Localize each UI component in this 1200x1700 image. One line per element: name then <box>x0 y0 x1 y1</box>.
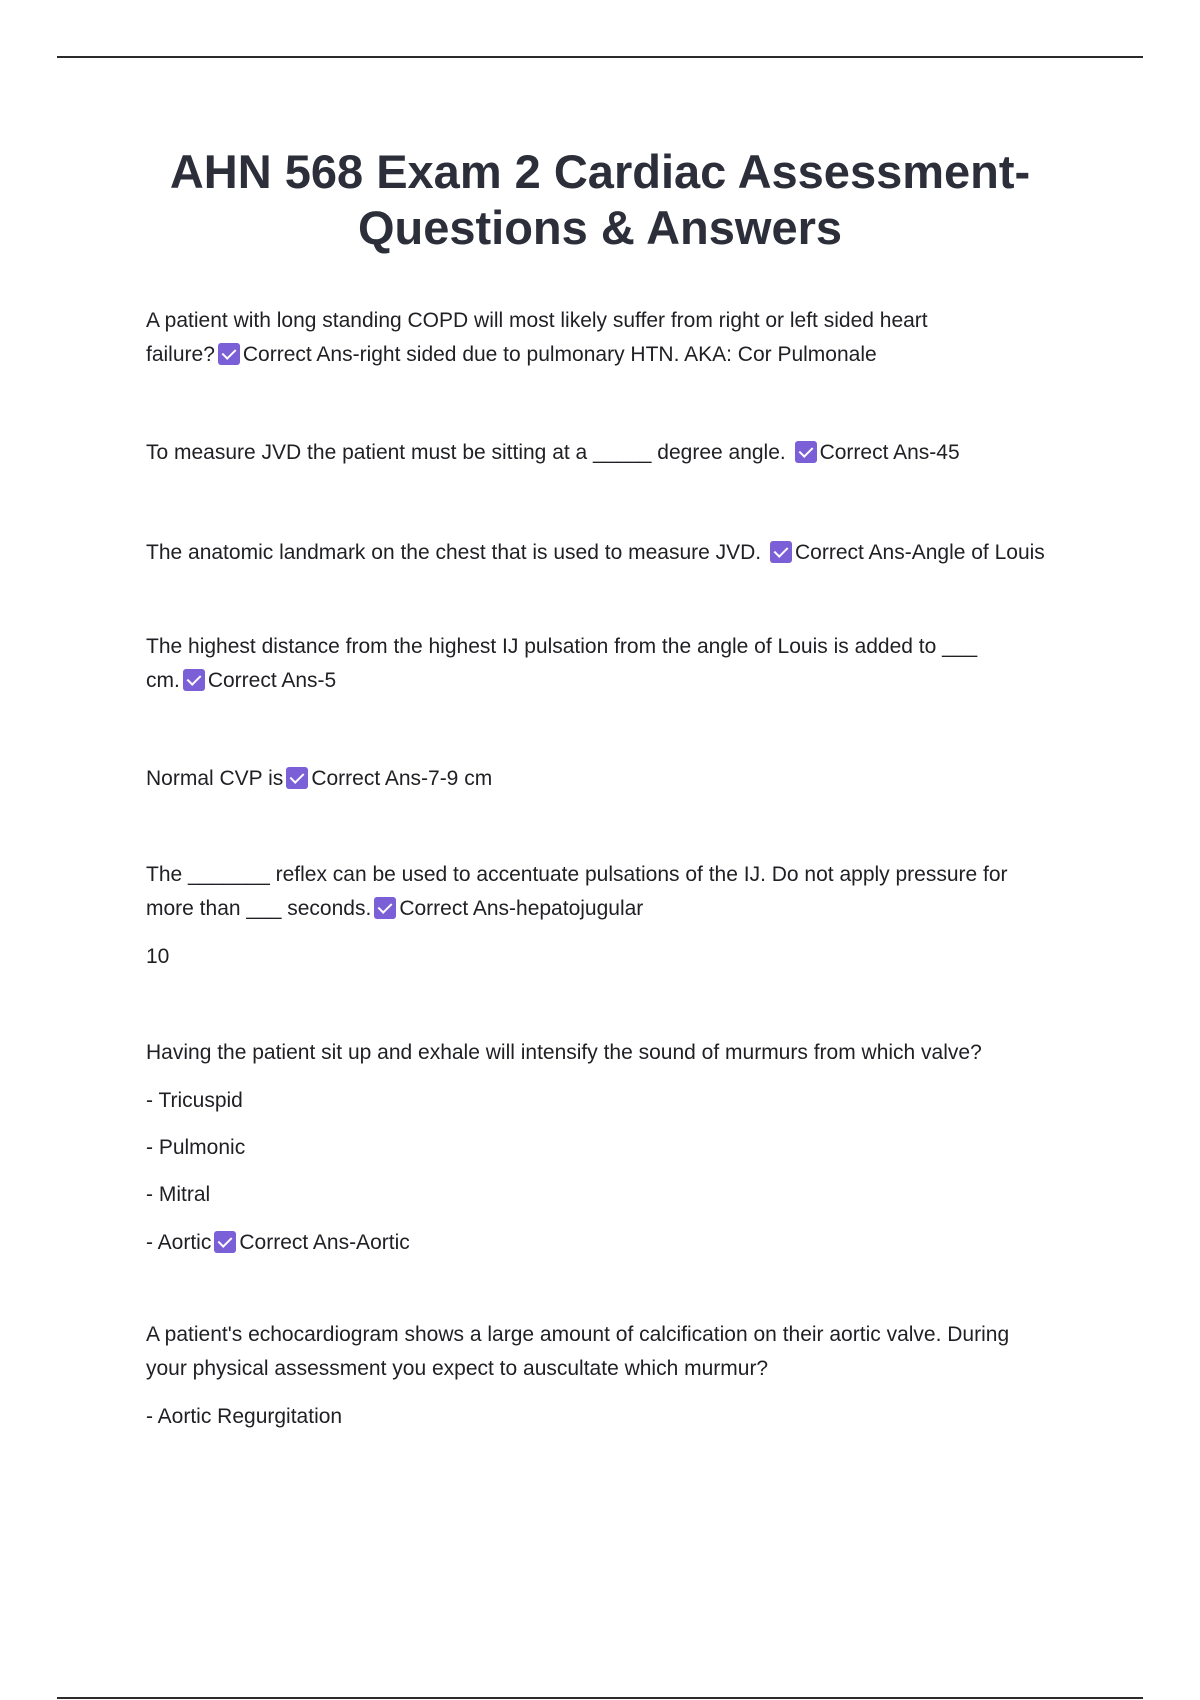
qa-item <box>146 762 1106 796</box>
answer-line <box>146 892 1106 926</box>
answer-line <box>146 664 1106 698</box>
question-text: The highest distance from the highest IJ pulsation from the angle of Louis is added to ___ <box>146 635 978 658</box>
question-text: A patient's echocardiogram shows a large amount of calcification on their aortic valve. During <box>146 1323 1010 1346</box>
question-text: failure? <box>146 343 215 366</box>
answer-text: Correct Ans-Angle of Louis <box>795 541 1045 564</box>
title-line-1: AHN 568 Exam 2 Cardiac Assessment- <box>169 145 1031 198</box>
qa-item <box>146 436 1106 470</box>
question-text: The anatomic landmark on the chest that is used to measure JVD. <box>146 541 762 564</box>
check-box-icon <box>286 767 308 789</box>
question-text: The _______ reflex can be used to accentuate pulsations of the IJ. Do not apply pressure for <box>146 863 1008 886</box>
check-box-icon <box>214 1231 236 1253</box>
answer-line <box>146 338 1106 372</box>
title-line-2: Questions & Answers <box>357 201 843 254</box>
answer-extra: 10 <box>146 945 170 968</box>
answer-line <box>146 762 1106 796</box>
bottom-divider <box>57 1697 1143 1699</box>
qa-item <box>146 858 1106 974</box>
answer-text: Correct Ans-Aortic <box>239 1231 410 1254</box>
qa-list <box>146 304 1106 1434</box>
option-item: - Mitral <box>146 1183 211 1206</box>
check-box-icon <box>374 897 396 919</box>
top-divider <box>57 56 1143 58</box>
answer-text: Correct Ans-5 <box>207 669 337 692</box>
answer-line <box>146 436 1106 470</box>
question-text: your physical assessment you expect to auscultate which murmur? <box>146 1357 769 1380</box>
qa-item <box>146 1036 1106 1260</box>
question-text: To measure JVD the patient must be sitting at a _____ degree angle. <box>146 441 786 464</box>
option-item: - Aortic <box>146 1231 212 1254</box>
answer-line <box>146 1226 1106 1260</box>
answer-text: Correct Ans-hepatojugular <box>399 897 644 920</box>
check-box-icon <box>770 541 792 563</box>
answer-text: Correct Ans-right sided due to pulmonary HTN. AKA: Cor Pulmonale <box>242 343 877 366</box>
option-item: - Pulmonic <box>146 1136 246 1159</box>
answer-text: Correct Ans-45 <box>819 441 960 464</box>
question-text: cm. <box>146 669 180 692</box>
question-text: Having the patient sit up and exhale will intensify the sound of murmurs from which valve? <box>146 1041 982 1064</box>
qa-item <box>146 1318 1106 1434</box>
check-box-icon <box>183 669 205 691</box>
answer-text: Correct Ans-7-9 cm <box>311 767 493 790</box>
question-text: more than ___ seconds. <box>146 897 372 920</box>
option-item: - Aortic Regurgitation <box>146 1405 343 1428</box>
qa-item <box>146 630 1106 698</box>
qa-item <box>146 304 1106 372</box>
qa-item <box>146 536 1106 570</box>
answer-line <box>146 536 1106 570</box>
check-box-icon <box>795 441 817 463</box>
question-text: A patient with long standing COPD will most likely suffer from right or left sided heart <box>146 309 928 332</box>
document-title <box>100 144 1100 256</box>
option-item: - Tricuspid <box>146 1089 243 1112</box>
check-box-icon <box>218 343 240 365</box>
question-text: Normal CVP is <box>146 767 284 790</box>
